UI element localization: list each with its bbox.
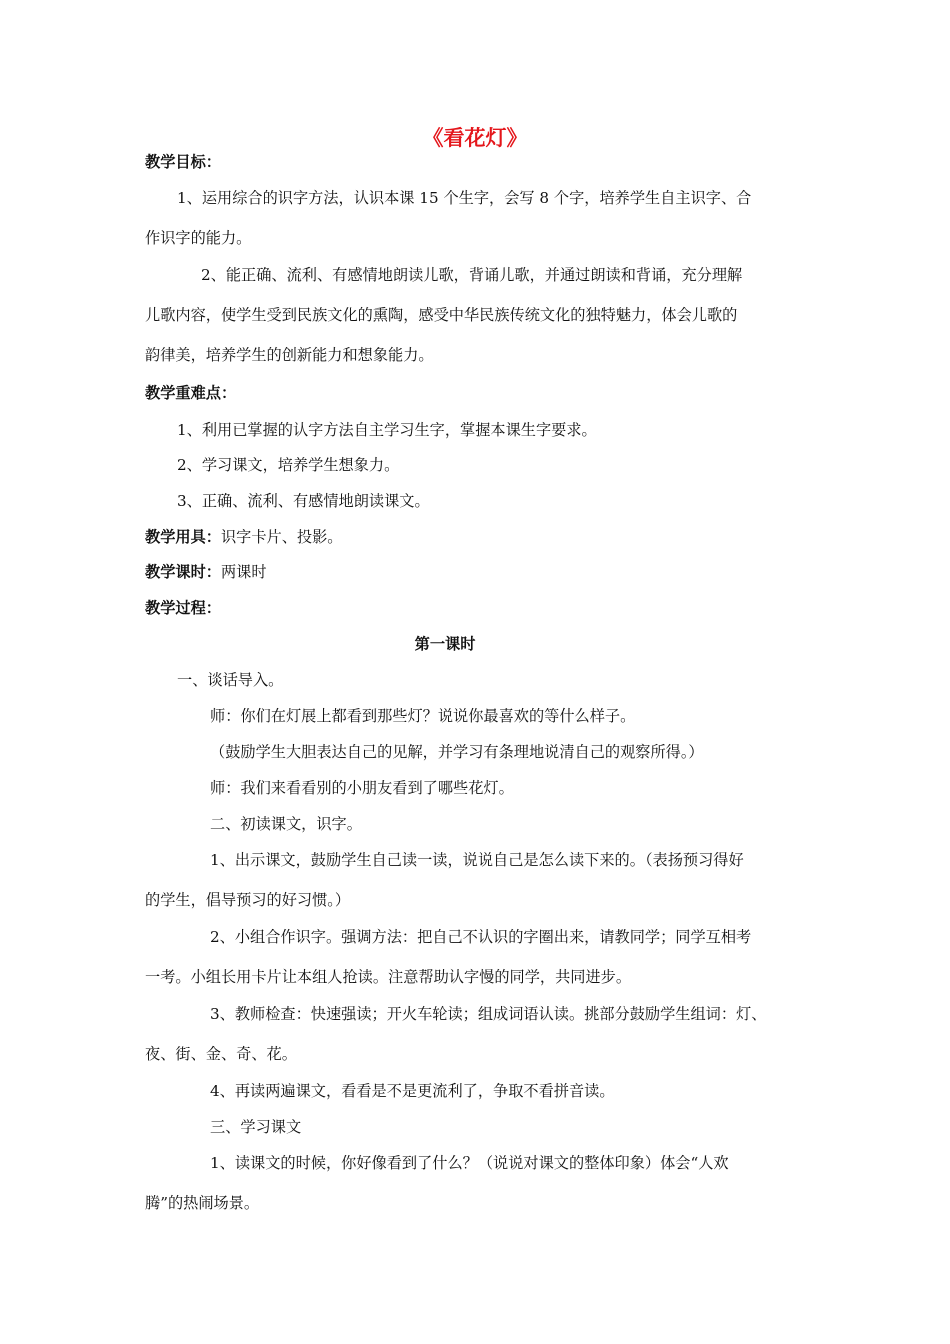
goals-item2-line2: 儿歌内容，使学生受到民族文化的熏陶，感受中华民族传统文化的独特魅力，体会儿歌的 — [145, 306, 738, 324]
process-heading: 教学过程： — [145, 599, 221, 617]
step2-item4: 4、再读两遍课文，看看是不是更流利了，争取不看拼音读。 — [210, 1082, 615, 1100]
hours-label: 教学课时： — [145, 563, 221, 581]
step2-item2-line1: 2、小组合作识字。强调方法：把自己不认识的字圈出来，请教同学；同学互相考 — [210, 928, 752, 946]
step2-item3-line1: 3、教师检查：快速强读；开火车轮读；组成词语认读。挑部分鼓励学生组词：灯、 — [210, 1005, 767, 1023]
step3-item1-line1: 1、读课文的时候，你好像看到了什么？（说说对课文的整体印象）体会“人欢 — [210, 1154, 729, 1172]
tools-label: 教学用具： — [145, 528, 221, 546]
keypoints-heading: 教学重难点： — [145, 384, 237, 402]
hours-value: 两课时 — [220, 563, 267, 581]
goals-item2-line3: 韵律美，培养学生的创新能力和想象能力。 — [145, 346, 434, 364]
goals-item1-line1: 1、运用综合的识字方法，认识本课 15 个生字，会写 8 个字，培养学生自主识字、合 — [177, 189, 752, 207]
step2-item1-line1: 1、出示课文，鼓励学生自己读一读，说说自己是怎么读下来的。（表扬预习得好 — [210, 851, 744, 869]
step2-item3-line2: 夜、街、金、奇、花。 — [145, 1045, 297, 1063]
step2-item2-line2: 一考。小组长用卡片让本组人抢读。注意帮助认字慢的同学，共同进步。 — [145, 968, 631, 986]
step2-title: 二、初读课文，识字。 — [210, 815, 362, 833]
step1-teacher-q1: 师：你们在灯展上都看到那些灯？说说你最喜欢的等什么样子。 — [210, 707, 636, 725]
keypoints-item2: 2、学习课文，培养学生想象力。 — [177, 456, 400, 474]
step3-item1-line2: 腾”的热闹场景。 — [145, 1194, 260, 1212]
step3-title: 三、学习课文 — [210, 1118, 302, 1136]
document-title: 《看花灯》 — [422, 125, 528, 150]
goals-item2-line1: 2、能正确、流利、有感情地朗读儿歌，背诵儿歌，并通过朗读和背诵，充分理解 — [201, 266, 743, 284]
goals-heading: 教学目标： — [145, 153, 221, 171]
goals-item1-line2: 作识字的能力。 — [145, 229, 252, 247]
hours-row — [145, 562, 267, 582]
tools-value: 识字卡片、投影。 — [220, 528, 343, 546]
step1-teacher-q2: 师：我们来看看别的小朋友看到了哪些花灯。 — [210, 779, 514, 797]
lesson1-heading: 第一课时 — [414, 635, 476, 653]
step1-title: 一、谈话导入。 — [177, 671, 284, 689]
keypoints-item1: 1、利用已掌握的认字方法自主学习生字，掌握本课生字要求。 — [177, 421, 597, 439]
keypoints-item3: 3、正确、流利、有感情地朗读课文。 — [177, 492, 430, 510]
step1-note: （鼓励学生大胆表达自己的见解，并学习有条理地说清自己的观察所得。） — [210, 743, 704, 761]
step2-item1-line2: 的学生，倡导预习的好习惯。） — [145, 891, 351, 909]
tools-row — [145, 527, 342, 547]
